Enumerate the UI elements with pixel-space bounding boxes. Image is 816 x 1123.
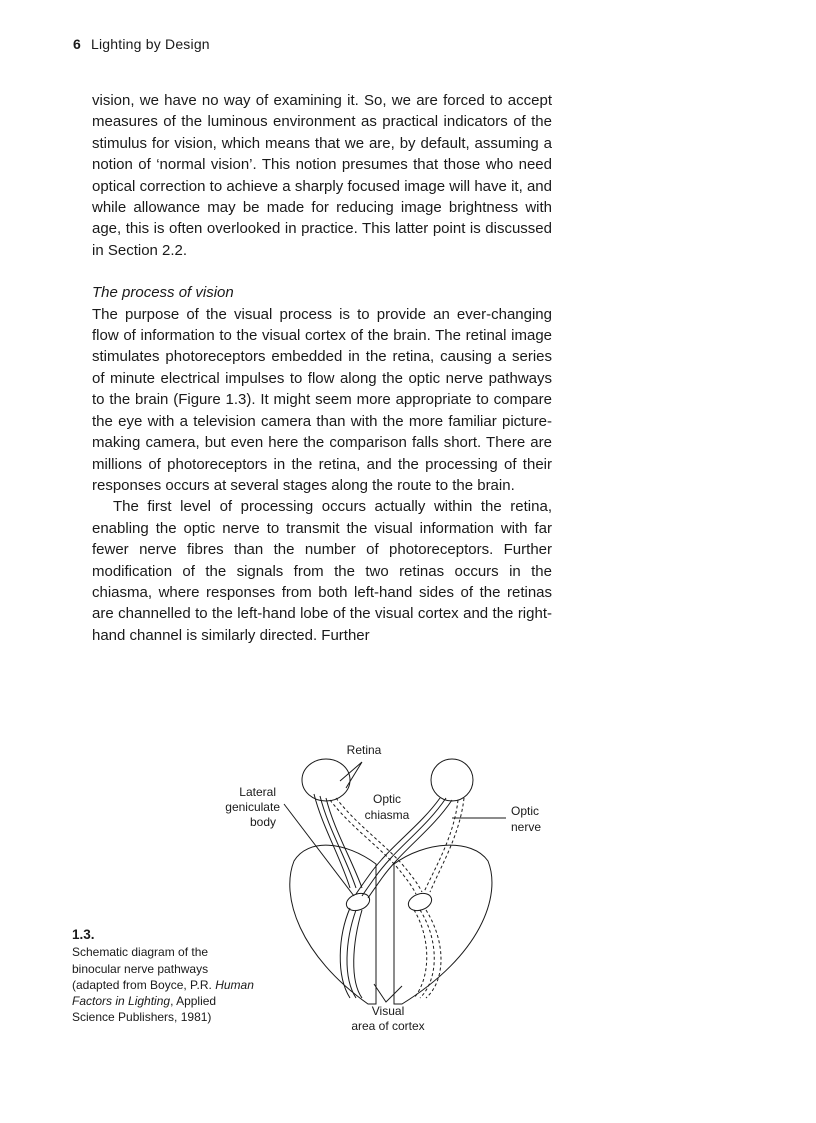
- left-optic-radiation: [340, 908, 362, 998]
- label-cortex-1: Visual: [371, 1004, 405, 1018]
- figure-number: 1.3.: [72, 927, 95, 942]
- caption-publisher: , Applied Science Publishers, 1981): [72, 994, 217, 1025]
- right-eye: [431, 759, 473, 801]
- lgb-leader: [284, 804, 354, 896]
- running-head: [73, 36, 210, 52]
- book-title: Lighting by Design: [91, 36, 210, 52]
- body-text: [92, 90, 552, 646]
- label-lgb-1: Lateral: [239, 785, 276, 799]
- right-optic-radiation: [414, 910, 441, 998]
- label-chiasma-2: chiasma: [364, 808, 410, 822]
- paragraph-3: The first level of processing occurs actually within the retina, enabling the optic nerve to transmit the visual information with far fewer nerve fibres than the number of photoreceptors. Further modification of the signals from the two retinas occurs in the chiasma, where responses from both left-hand sides of the retinas are channelled to the left-hand lobe of the visual cortex and the right-hand channel is similarly directed. Further: [92, 498, 552, 644]
- left-eye: [302, 759, 350, 801]
- left-lgb: [344, 890, 372, 913]
- caption-book-title: Human Factors in Lighting: [72, 977, 254, 1009]
- right-cortex-lobe: [394, 845, 492, 1004]
- cortex-leader: [374, 984, 402, 1002]
- page-number: 6: [73, 36, 81, 52]
- label-chiasma-1: Optic: [372, 792, 402, 806]
- left-solid-nerve: [314, 794, 362, 888]
- label-cortex-2: area of cortex: [351, 1019, 425, 1033]
- paragraph-1: vision, we have no way of examining it. So, we are forced to accept measures of the luminous environment as practical indicators of the stimulus for vision, which means that we are, by default, assuming a notion of ‘normal vision’. This notion presumes that those who need optical correction to achieve a sharply focused image will have it, and while allowance may be made for reducing image brightness with age, this is often overlooked in practice. This latter point is discussed in Section 2.2.: [92, 92, 552, 259]
- label-retina: Retina: [346, 743, 382, 757]
- label-lgb-2: geniculate: [225, 800, 280, 814]
- caption-text: Schematic diagram of the binocular nerve pathways (adapted from Boyce, P.R.: [72, 945, 216, 992]
- label-lgb-3: body: [249, 815, 276, 829]
- section-subheading: The process of vision: [92, 284, 234, 302]
- figure-caption: [72, 927, 257, 1026]
- paragraph-2: The purpose of the visual process is to provide an ever-changing flow of information to the visual cortex of the brain. The retinal image stimulates photoreceptors embedded in the retina, causing a series of minute electrical impulses to flow along the optic nerve pathways to the brain (Figure 1.3). It might seem more appropriate to compare the eye with a television camera than with the more familiar picture-making camera, but even here the comparison falls short. There are millions of photoreceptors in the retina, and the processing of their responses occurs at several stages along the route to the brain.: [92, 305, 552, 494]
- label-nerve-1: Optic: [511, 804, 540, 818]
- label-nerve-2: nerve: [511, 820, 542, 834]
